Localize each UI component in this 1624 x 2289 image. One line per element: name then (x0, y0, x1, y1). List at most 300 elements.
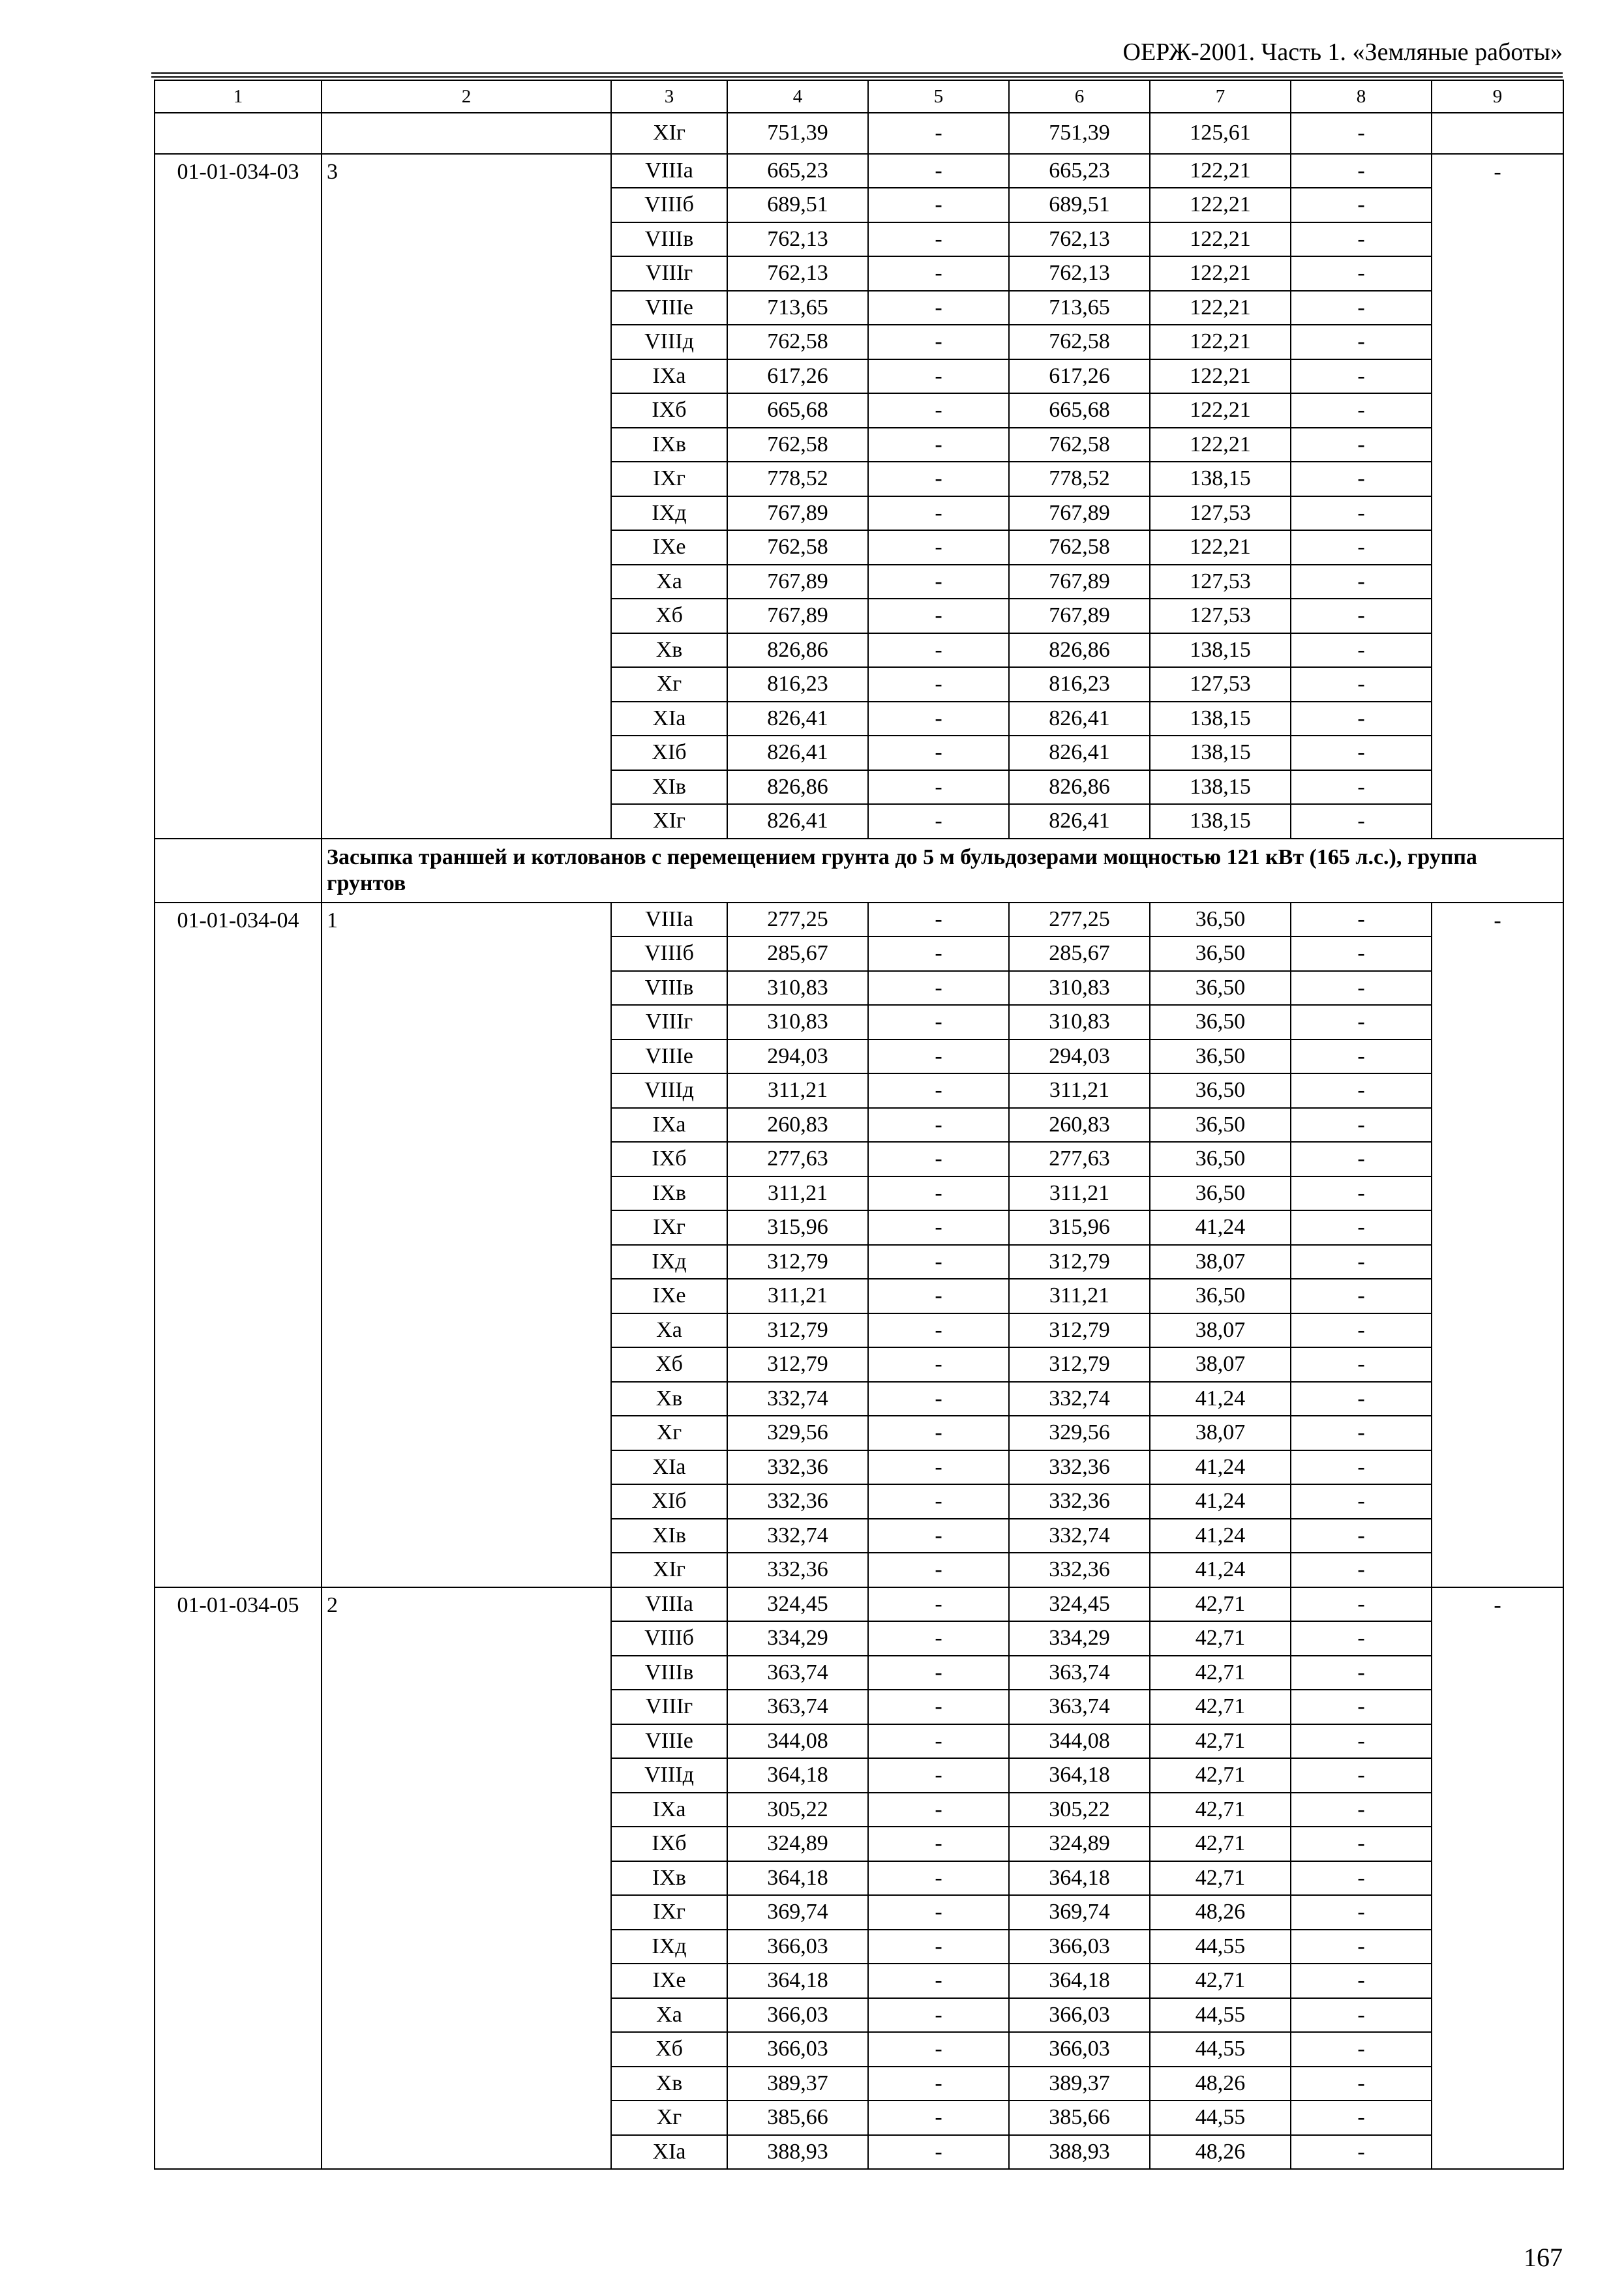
wages: - (868, 1005, 1009, 1040)
machinist-wages: 41,24 (1150, 1553, 1291, 1587)
soil-category: IXд (611, 496, 727, 531)
materials-cost: - (1291, 1279, 1432, 1313)
materials-cost: - (1291, 667, 1432, 702)
materials-cost: - (1291, 1450, 1432, 1485)
machinist-wages: 44,55 (1150, 2032, 1291, 2067)
total-cost: 369,74 (727, 1895, 868, 1930)
materials-cost: - (1291, 1861, 1432, 1896)
total-cost: 665,68 (727, 393, 868, 428)
total-cost: 826,41 (727, 804, 868, 839)
materials-cost: - (1291, 1347, 1432, 1382)
wages: - (868, 1176, 1009, 1211)
machine-cost: 311,21 (1009, 1073, 1150, 1108)
materials-cost: - (1291, 393, 1432, 428)
machinist-wages: 42,71 (1150, 1827, 1291, 1861)
soil-category: VIIIа (611, 154, 727, 188)
wages: - (868, 565, 1009, 599)
page-number: 167 (1524, 2243, 1563, 2272)
wages: - (868, 462, 1009, 496)
machine-cost: 389,37 (1009, 2067, 1150, 2101)
wages: - (868, 1621, 1009, 1656)
wages: - (868, 256, 1009, 291)
machinist-wages: 127,53 (1150, 565, 1291, 599)
wages: - (868, 1416, 1009, 1450)
rate-code (155, 113, 322, 154)
machine-cost: 385,66 (1009, 2101, 1150, 2135)
soil-category: IXв (611, 428, 727, 462)
total-cost: 767,89 (727, 496, 868, 531)
machine-cost: 315,96 (1009, 1210, 1150, 1245)
machinist-wages: 122,21 (1150, 393, 1291, 428)
materials-cost: - (1291, 2135, 1432, 2170)
machinist-wages: 36,50 (1150, 1073, 1291, 1108)
total-cost: 388,93 (727, 2135, 868, 2170)
machinist-wages: 42,71 (1150, 1621, 1291, 1656)
soil-category: VIIIе (611, 291, 727, 325)
total-cost: 310,83 (727, 1005, 868, 1040)
materials-cost: - (1291, 2032, 1432, 2067)
wages: - (868, 1964, 1009, 1998)
soil-category: VIIIа (611, 903, 727, 937)
soil-category: VIIIг (611, 1690, 727, 1724)
table-row (155, 154, 1563, 188)
machinist-wages: 48,26 (1150, 2135, 1291, 2170)
materials-cost: - (1291, 1587, 1432, 1622)
machinist-wages: 138,15 (1150, 770, 1291, 805)
soil-category: Xа (611, 1313, 727, 1348)
total-cost: 294,03 (727, 1040, 868, 1074)
soil-category: VIIIа (611, 1587, 727, 1622)
wages: - (868, 1793, 1009, 1827)
machinist-wages: 44,55 (1150, 1930, 1291, 1964)
rate-code: 01-01-034-03 (155, 154, 322, 839)
soil-category: Xг (611, 667, 727, 702)
machine-cost: 366,03 (1009, 1998, 1150, 2033)
total-cost: 767,89 (727, 599, 868, 633)
wages: - (868, 1142, 1009, 1176)
materials-cost: - (1291, 804, 1432, 839)
machinist-wages: 38,07 (1150, 1245, 1291, 1279)
total-cost: 315,96 (727, 1210, 868, 1245)
machine-cost: 617,26 (1009, 359, 1150, 394)
materials-cost: - (1291, 2101, 1432, 2135)
machinist-wages: 44,55 (1150, 1998, 1291, 2033)
total-cost: 826,41 (727, 702, 868, 736)
soil-category: IXд (611, 1245, 727, 1279)
machine-cost: 762,58 (1009, 530, 1150, 565)
wages: - (868, 359, 1009, 394)
materials-cost: - (1291, 1382, 1432, 1416)
machine-cost: 285,67 (1009, 936, 1150, 971)
soil-category: Xа (611, 1998, 727, 2033)
equipment-cost: - (1432, 903, 1563, 1587)
wages: - (868, 2032, 1009, 2067)
wages: - (868, 599, 1009, 633)
soil-category: IXд (611, 1930, 727, 1964)
column-number: 2 (322, 80, 611, 113)
wages: - (868, 1519, 1009, 1553)
materials-cost: - (1291, 1895, 1432, 1930)
soil-group: 2 (322, 1587, 611, 2170)
wages: - (868, 291, 1009, 325)
machine-cost: 332,36 (1009, 1484, 1150, 1519)
soil-category: IXб (611, 393, 727, 428)
total-cost: 311,21 (727, 1279, 868, 1313)
machine-cost: 332,36 (1009, 1553, 1150, 1587)
machine-cost: 762,13 (1009, 222, 1150, 257)
wages: - (868, 1656, 1009, 1690)
materials-cost: - (1291, 428, 1432, 462)
machinist-wages: 36,50 (1150, 1108, 1291, 1143)
total-cost: 344,08 (727, 1724, 868, 1759)
machinist-wages: 42,71 (1150, 1861, 1291, 1896)
machine-cost: 713,65 (1009, 291, 1150, 325)
rates-table (154, 80, 1564, 2170)
wages: - (868, 1313, 1009, 1348)
materials-cost: - (1291, 770, 1432, 805)
materials-cost: - (1291, 1998, 1432, 2033)
machine-cost: 324,45 (1009, 1587, 1150, 1622)
wages: - (868, 770, 1009, 805)
total-cost: 665,23 (727, 154, 868, 188)
machinist-wages: 36,50 (1150, 1279, 1291, 1313)
wages: - (868, 2067, 1009, 2101)
total-cost: 762,13 (727, 256, 868, 291)
machine-cost: 665,68 (1009, 393, 1150, 428)
soil-category: IXб (611, 1827, 727, 1861)
machinist-wages: 41,24 (1150, 1519, 1291, 1553)
soil-category: IXе (611, 1279, 727, 1313)
total-cost: 826,41 (727, 736, 868, 770)
materials-cost: - (1291, 462, 1432, 496)
machinist-wages: 41,24 (1150, 1382, 1291, 1416)
materials-cost: - (1291, 565, 1432, 599)
table-row (155, 1587, 1563, 1622)
wages: - (868, 393, 1009, 428)
machinist-wages: 127,53 (1150, 599, 1291, 633)
soil-category: XIа (611, 1450, 727, 1485)
materials-cost: - (1291, 1176, 1432, 1211)
machine-cost: 364,18 (1009, 1861, 1150, 1896)
soil-category: IXв (611, 1861, 727, 1896)
wages: - (868, 1108, 1009, 1143)
total-cost: 324,89 (727, 1827, 868, 1861)
total-cost: 332,36 (727, 1553, 868, 1587)
machine-cost: 778,52 (1009, 462, 1150, 496)
machinist-wages: 48,26 (1150, 2067, 1291, 2101)
machinist-wages: 122,21 (1150, 188, 1291, 222)
soil-category: XIг (611, 113, 727, 154)
soil-category: VIIIд (611, 1073, 727, 1108)
machine-cost: 388,93 (1009, 2135, 1150, 2170)
soil-category: VIIIд (611, 1758, 727, 1793)
wages: - (868, 804, 1009, 839)
total-cost: 366,03 (727, 1930, 868, 1964)
machinist-wages: 41,24 (1150, 1450, 1291, 1485)
total-cost: 312,79 (727, 1313, 868, 1348)
machine-cost: 366,03 (1009, 1930, 1150, 1964)
soil-category: IXг (611, 462, 727, 496)
total-cost: 277,25 (727, 903, 868, 937)
total-cost: 385,66 (727, 2101, 868, 2135)
machine-cost: 329,56 (1009, 1416, 1150, 1450)
machinist-wages: 48,26 (1150, 1895, 1291, 1930)
total-cost: 389,37 (727, 2067, 868, 2101)
materials-cost: - (1291, 1724, 1432, 1759)
materials-cost: - (1291, 1621, 1432, 1656)
soil-category: VIIIг (611, 256, 727, 291)
soil-category: XIв (611, 1519, 727, 1553)
machine-cost: 751,39 (1009, 113, 1150, 154)
materials-cost: - (1291, 222, 1432, 257)
wages: - (868, 1245, 1009, 1279)
equipment-cost: - (1432, 154, 1563, 839)
materials-cost: - (1291, 256, 1432, 291)
soil-category: IXа (611, 1108, 727, 1143)
materials-cost: - (1291, 1519, 1432, 1553)
wages: - (868, 633, 1009, 668)
total-cost: 762,13 (727, 222, 868, 257)
total-cost: 713,65 (727, 291, 868, 325)
wages: - (868, 1553, 1009, 1587)
wages: - (868, 428, 1009, 462)
soil-group: 3 (322, 154, 611, 839)
materials-cost: - (1291, 633, 1432, 668)
machine-cost: 344,08 (1009, 1724, 1150, 1759)
materials-cost: - (1291, 1690, 1432, 1724)
total-cost: 332,74 (727, 1519, 868, 1553)
soil-category: IXг (611, 1210, 727, 1245)
header-rule (151, 72, 1563, 74)
wages: - (868, 1484, 1009, 1519)
machine-cost: 311,21 (1009, 1279, 1150, 1313)
materials-cost: - (1291, 1142, 1432, 1176)
soil-category: XIб (611, 736, 727, 770)
wages: - (868, 1450, 1009, 1485)
wages: - (868, 1861, 1009, 1896)
rate-code: 01-01-034-04 (155, 903, 322, 1587)
materials-cost: - (1291, 736, 1432, 770)
wages: - (868, 1998, 1009, 2033)
soil-category: IXе (611, 1964, 727, 1998)
machinist-wages: 38,07 (1150, 1416, 1291, 1450)
machine-cost: 364,18 (1009, 1964, 1150, 1998)
machine-cost: 294,03 (1009, 1040, 1150, 1074)
machinist-wages: 122,21 (1150, 530, 1291, 565)
total-cost: 617,26 (727, 359, 868, 394)
machine-cost: 277,25 (1009, 903, 1150, 937)
machinist-wages: 122,21 (1150, 359, 1291, 394)
soil-category: XIв (611, 770, 727, 805)
machine-cost: 363,74 (1009, 1690, 1150, 1724)
soil-category: Xв (611, 633, 727, 668)
total-cost: 285,67 (727, 936, 868, 971)
soil-category: XIг (611, 804, 727, 839)
column-number: 7 (1150, 80, 1291, 113)
materials-cost: - (1291, 702, 1432, 736)
column-number: 1 (155, 80, 322, 113)
total-cost: 363,74 (727, 1656, 868, 1690)
machine-cost: 366,03 (1009, 2032, 1150, 2067)
machine-cost: 324,89 (1009, 1827, 1150, 1861)
machinist-wages: 127,53 (1150, 496, 1291, 531)
machine-cost: 369,74 (1009, 1895, 1150, 1930)
column-number-row (155, 80, 1563, 113)
total-cost: 816,23 (727, 667, 868, 702)
soil-category: VIIIе (611, 1724, 727, 1759)
machinist-wages: 41,24 (1150, 1210, 1291, 1245)
wages: - (868, 1930, 1009, 1964)
machine-cost: 767,89 (1009, 565, 1150, 599)
machine-cost: 826,86 (1009, 633, 1150, 668)
materials-cost: - (1291, 1758, 1432, 1793)
wages: - (868, 1587, 1009, 1622)
materials-cost: - (1291, 1245, 1432, 1279)
total-cost: 826,86 (727, 633, 868, 668)
machinist-wages: 42,71 (1150, 1964, 1291, 1998)
machinist-wages: 138,15 (1150, 462, 1291, 496)
wages: - (868, 154, 1009, 188)
wages: - (868, 903, 1009, 937)
machinist-wages: 138,15 (1150, 804, 1291, 839)
machine-cost: 689,51 (1009, 188, 1150, 222)
column-number: 8 (1291, 80, 1432, 113)
machinist-wages: 36,50 (1150, 903, 1291, 937)
column-number: 3 (611, 80, 727, 113)
column-number: 5 (868, 80, 1009, 113)
materials-cost: - (1291, 903, 1432, 937)
machinist-wages: 38,07 (1150, 1347, 1291, 1382)
total-cost: 778,52 (727, 462, 868, 496)
materials-cost: - (1291, 154, 1432, 188)
machinist-wages: 41,24 (1150, 1484, 1291, 1519)
machinist-wages: 122,21 (1150, 154, 1291, 188)
wages: - (868, 188, 1009, 222)
machinist-wages: 42,71 (1150, 1758, 1291, 1793)
total-cost: 332,36 (727, 1450, 868, 1485)
wages: - (868, 1758, 1009, 1793)
machinist-wages: 122,21 (1150, 256, 1291, 291)
total-cost: 312,79 (727, 1245, 868, 1279)
machine-cost: 767,89 (1009, 599, 1150, 633)
wages: - (868, 667, 1009, 702)
machine-cost: 332,36 (1009, 1450, 1150, 1485)
machinist-wages: 138,15 (1150, 736, 1291, 770)
soil-category: Xб (611, 599, 727, 633)
machinist-wages: 138,15 (1150, 702, 1291, 736)
soil-group: 1 (322, 903, 611, 1587)
machinist-wages: 42,71 (1150, 1656, 1291, 1690)
rate-code: 01-01-034-05 (155, 1587, 322, 2170)
total-cost: 689,51 (727, 188, 868, 222)
materials-cost: - (1291, 1484, 1432, 1519)
soil-category: VIIIв (611, 222, 727, 257)
soil-category: VIIIв (611, 1656, 727, 1690)
machine-cost: 826,86 (1009, 770, 1150, 805)
materials-cost: - (1291, 1108, 1432, 1143)
wages: - (868, 1827, 1009, 1861)
header-rule (151, 76, 1563, 78)
soil-category: XIг (611, 1553, 727, 1587)
materials-cost: - (1291, 1210, 1432, 1245)
materials-cost: - (1291, 1416, 1432, 1450)
soil-category: VIIIб (611, 1621, 727, 1656)
wages: - (868, 113, 1009, 154)
materials-cost: - (1291, 496, 1432, 531)
wages: - (868, 1279, 1009, 1313)
soil-category: VIIIе (611, 1040, 727, 1074)
materials-cost: - (1291, 1040, 1432, 1074)
wages: - (868, 1073, 1009, 1108)
total-cost: 364,18 (727, 1758, 868, 1793)
total-cost: 762,58 (727, 325, 868, 359)
machine-cost: 363,74 (1009, 1656, 1150, 1690)
wages: - (868, 496, 1009, 531)
machinist-wages: 42,71 (1150, 1587, 1291, 1622)
total-cost: 762,58 (727, 530, 868, 565)
machinist-wages: 127,53 (1150, 667, 1291, 702)
materials-cost: - (1291, 1964, 1432, 1998)
wages: - (868, 1347, 1009, 1382)
machine-cost: 310,83 (1009, 1005, 1150, 1040)
machine-cost: 260,83 (1009, 1108, 1150, 1143)
machinist-wages: 44,55 (1150, 2101, 1291, 2135)
soil-category: VIIIб (611, 188, 727, 222)
machine-cost: 762,58 (1009, 325, 1150, 359)
machine-cost: 816,23 (1009, 667, 1150, 702)
equipment-cost: - (1432, 1587, 1563, 2170)
soil-category: Xг (611, 1416, 727, 1450)
soil-category: VIIIв (611, 971, 727, 1006)
materials-cost: - (1291, 1793, 1432, 1827)
total-cost: 364,18 (727, 1964, 868, 1998)
machine-cost: 767,89 (1009, 496, 1150, 531)
soil-category: VIIIб (611, 936, 727, 971)
machine-cost: 762,13 (1009, 256, 1150, 291)
total-cost: 364,18 (727, 1861, 868, 1896)
machinist-wages: 36,50 (1150, 1005, 1291, 1040)
total-cost: 305,22 (727, 1793, 868, 1827)
soil-category: IXа (611, 359, 727, 394)
soil-category: IXв (611, 1176, 727, 1211)
wages: - (868, 2101, 1009, 2135)
wages: - (868, 1382, 1009, 1416)
wages: - (868, 222, 1009, 257)
total-cost: 311,21 (727, 1073, 868, 1108)
machine-cost: 332,74 (1009, 1382, 1150, 1416)
total-cost: 366,03 (727, 1998, 868, 2033)
wages: - (868, 1040, 1009, 1074)
soil-category: Xв (611, 1382, 727, 1416)
total-cost: 312,79 (727, 1347, 868, 1382)
section-row (155, 839, 1563, 903)
machine-cost: 762,58 (1009, 428, 1150, 462)
materials-cost: - (1291, 113, 1432, 154)
total-cost: 826,86 (727, 770, 868, 805)
soil-category: VIIIд (611, 325, 727, 359)
materials-cost: - (1291, 188, 1432, 222)
table-row (155, 903, 1563, 937)
column-number: 9 (1432, 80, 1563, 113)
machine-cost: 305,22 (1009, 1793, 1150, 1827)
materials-cost: - (1291, 1656, 1432, 1690)
soil-category: Xв (611, 2067, 727, 2101)
total-cost: 762,58 (727, 428, 868, 462)
wages: - (868, 530, 1009, 565)
wages: - (868, 702, 1009, 736)
machinist-wages: 36,50 (1150, 936, 1291, 971)
section-title: Засыпка траншей и котлованов с перемещением грунта до 5 м бульдозерами мощностью 121 кВт (165 л.с.), группа грунтов (322, 839, 1563, 903)
